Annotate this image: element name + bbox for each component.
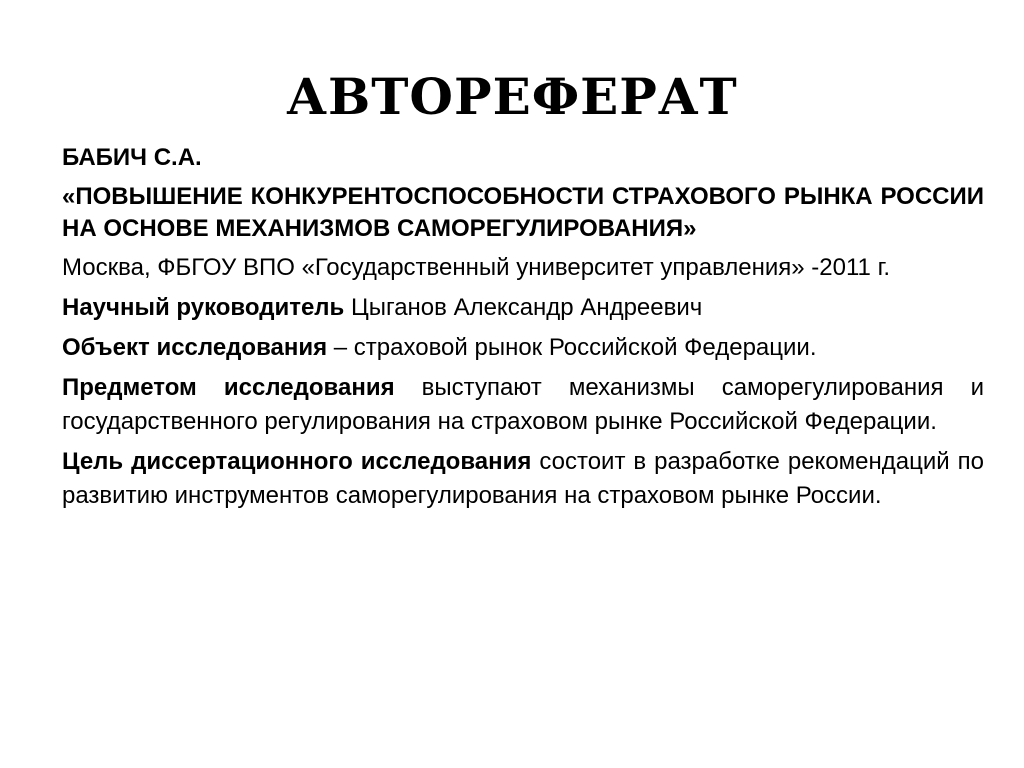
institution-line: Москва, ФБГОУ ВПО «Государственный университет управления» -2011 г.: [62, 254, 891, 281]
object-value: – страховой рынок Российской Федерации.: [327, 334, 817, 361]
subject-line: [62, 371, 984, 439]
supervisor-label: Научный руководитель: [62, 294, 345, 321]
slide-title: АВТОРЕФЕРАТ: [286, 67, 738, 126]
goal-label: Цель диссертационного исследования: [62, 448, 532, 475]
goal-value: состоит в разработке рекомендаций по развитию инструментов саморегулирования на страховом рынке России.: [62, 448, 984, 509]
thesis-title: «ПОВЫШЕНИЕ КОНКУРЕНТОСПОСОБНОСТИ СТРАХОВОГО РЫНКА РОССИИ НА ОСНОВЕ МЕХАНИЗМОВ САМОРЕГУЛИРОВАНИЯ»: [62, 183, 984, 242]
object-line: [62, 331, 984, 365]
slide-body: [62, 141, 984, 519]
author-name: БАБИЧ С.А.: [62, 144, 202, 171]
supervisor-line: [62, 291, 984, 325]
subject-value: выступают механизмы саморегулирования и государственного регулирования на страховом рынке Российской Федерации.: [62, 374, 984, 435]
object-label: Объект исследования: [62, 334, 328, 361]
supervisor-value: Цыганов Александр Андреевич: [344, 294, 703, 321]
goal-line: [62, 445, 984, 513]
subject-label: Предметом исследования: [62, 374, 395, 401]
